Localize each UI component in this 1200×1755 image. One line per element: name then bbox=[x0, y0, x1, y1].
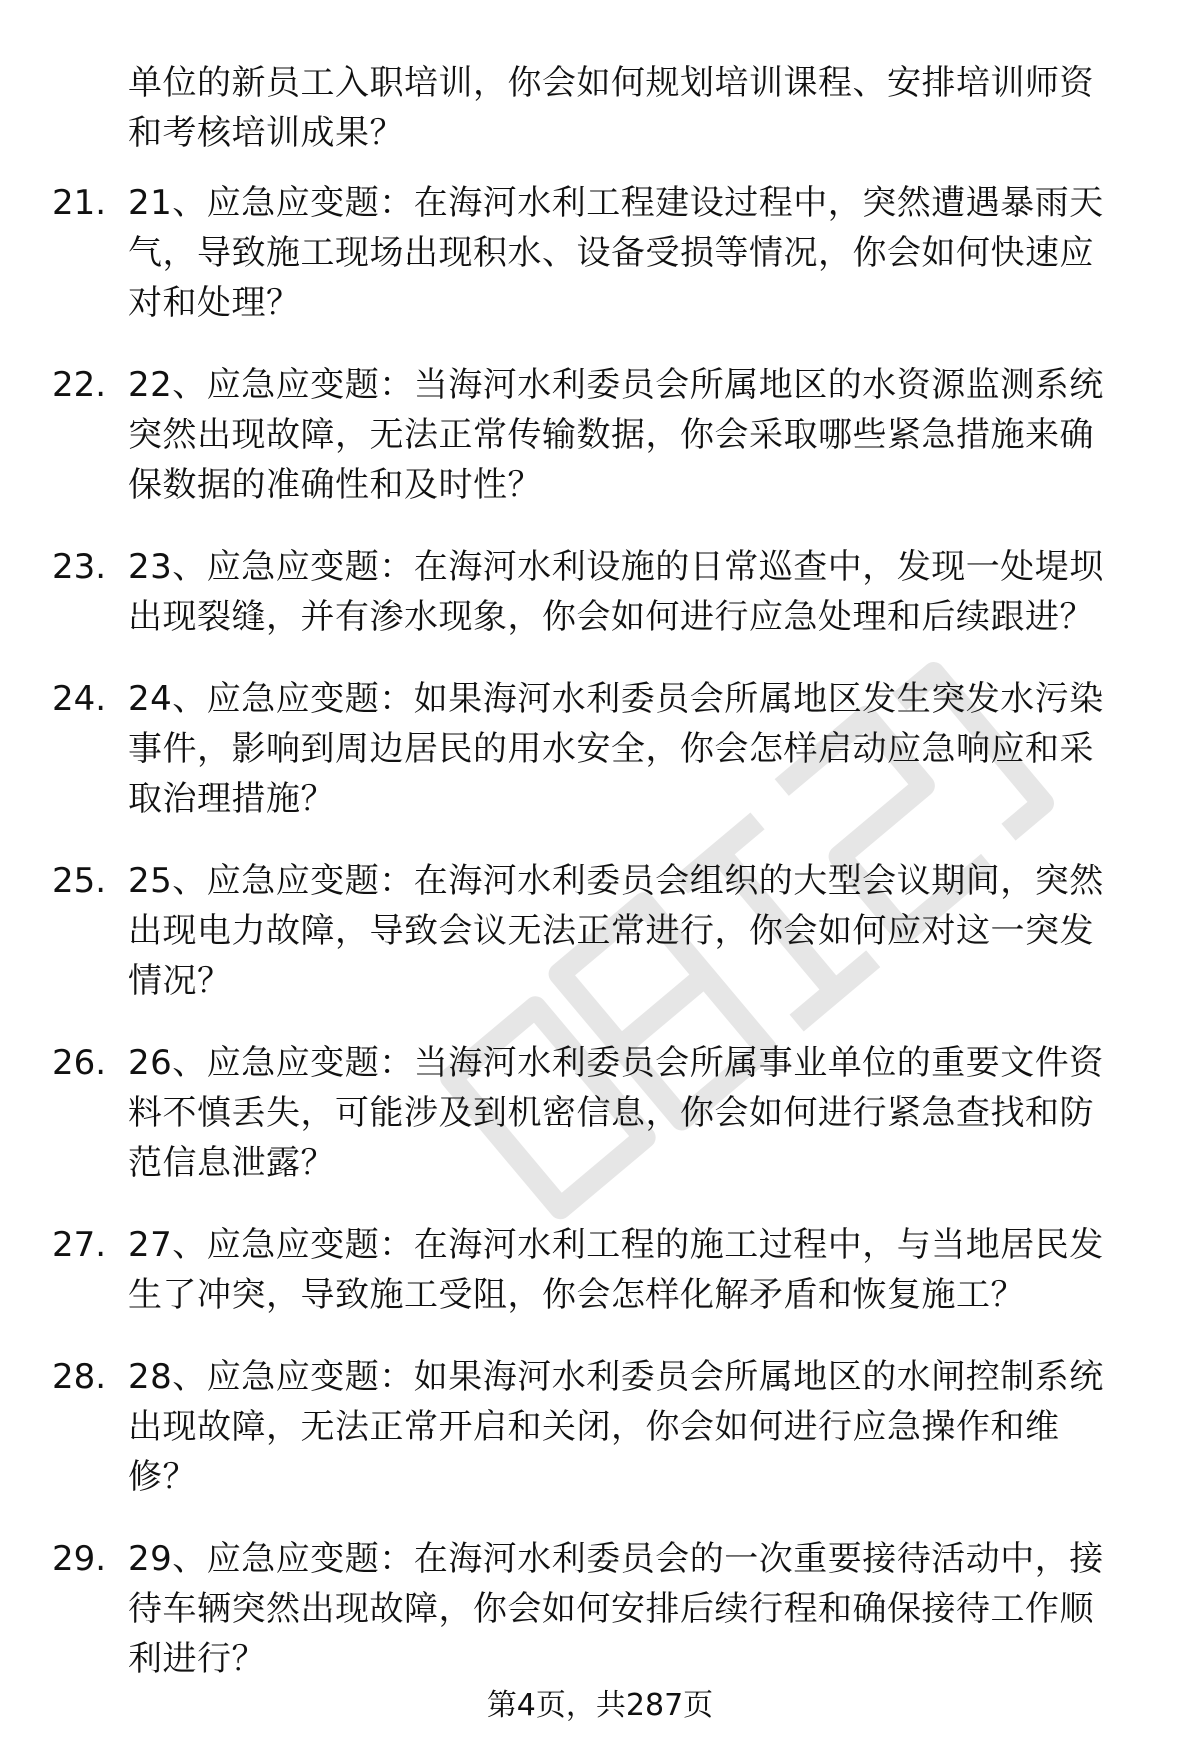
list-item bbox=[0, 1352, 1200, 1502]
question-text: 26、应急应变题：当海河水利委员会所属事业单位的重要文件资 料不慎丢失，可能涉及到机密信息，你会如何进行紧急查找和防 范信息泄露？ bbox=[128, 1043, 1104, 1183]
question-text: 28、应急应变题：如果海河水利委员会所属地区的水闸控制系统 出现故障，无法正常开启和关闭，你会如何进行应急操作和维 修？ bbox=[128, 1357, 1104, 1497]
list-item bbox=[0, 856, 1200, 1006]
question-text: 21、应急应变题：在海河水利工程建设过程中，突然遭遇暴雨天 气，导致施工现场出现积水、设备受损等情况，你会如何快速应 对和处理？ bbox=[128, 183, 1104, 323]
question-text: 29、应急应变题：在海河水利委员会的一次重要接待活动中，接 待车辆突然出现故障，你会如何安排后续行程和确保接待工作顺 利进行？ bbox=[128, 1539, 1104, 1679]
question-text: 23、应急应变题：在海河水利设施的日常巡查中，发现一处堤坝 出现裂缝，并有渗水现象，你会如何进行应急处理和后续跟进？ bbox=[128, 547, 1104, 637]
list-item bbox=[0, 360, 1200, 510]
question-list bbox=[0, 178, 1200, 1716]
page-number-footer: 第4页，共287页 bbox=[486, 1688, 714, 1723]
list-item bbox=[0, 1534, 1200, 1684]
question-text: 24、应急应变题：如果海河水利委员会所属地区发生突发水污染 事件，影响到周边居民的用水安全，你会怎样启动应急响应和采 取治理措施？ bbox=[128, 679, 1104, 819]
question-text: 25、应急应变题：在海河水利委员会组织的大型会议期间，突然 出现电力故障，导致会议无法正常进行，你会如何应对这一突发 情况？ bbox=[128, 861, 1104, 1001]
list-number: 25. bbox=[52, 861, 107, 901]
question-text: 27、应急应变题：在海河水利工程的施工过程中，与当地居民发 生了冲突，导致施工受阻，你会怎样化解矛盾和恢复施工？ bbox=[128, 1225, 1104, 1315]
list-number: 27. bbox=[52, 1225, 107, 1265]
list-item bbox=[0, 674, 1200, 824]
list-number: 26. bbox=[52, 1043, 107, 1083]
intro-paragraph: 单位的新员工入职培训，你会如何规划培训课程、安排培训师资 和考核培训成果？ bbox=[128, 63, 1094, 153]
list-number: 28. bbox=[52, 1357, 107, 1397]
list-item bbox=[0, 178, 1200, 328]
list-number: 23. bbox=[52, 547, 107, 587]
list-number: 21. bbox=[52, 183, 107, 223]
list-number: 22. bbox=[52, 365, 107, 405]
list-item bbox=[0, 1038, 1200, 1188]
list-number: 29. bbox=[52, 1539, 107, 1579]
list-number: 24. bbox=[52, 679, 107, 719]
list-item bbox=[0, 1220, 1200, 1320]
list-item bbox=[0, 542, 1200, 642]
question-text: 22、应急应变题：当海河水利委员会所属地区的水资源监测系统 突然出现故障，无法正常传输数据，你会采取哪些紧急措施来确 保数据的准确性和及时性？ bbox=[128, 365, 1104, 505]
